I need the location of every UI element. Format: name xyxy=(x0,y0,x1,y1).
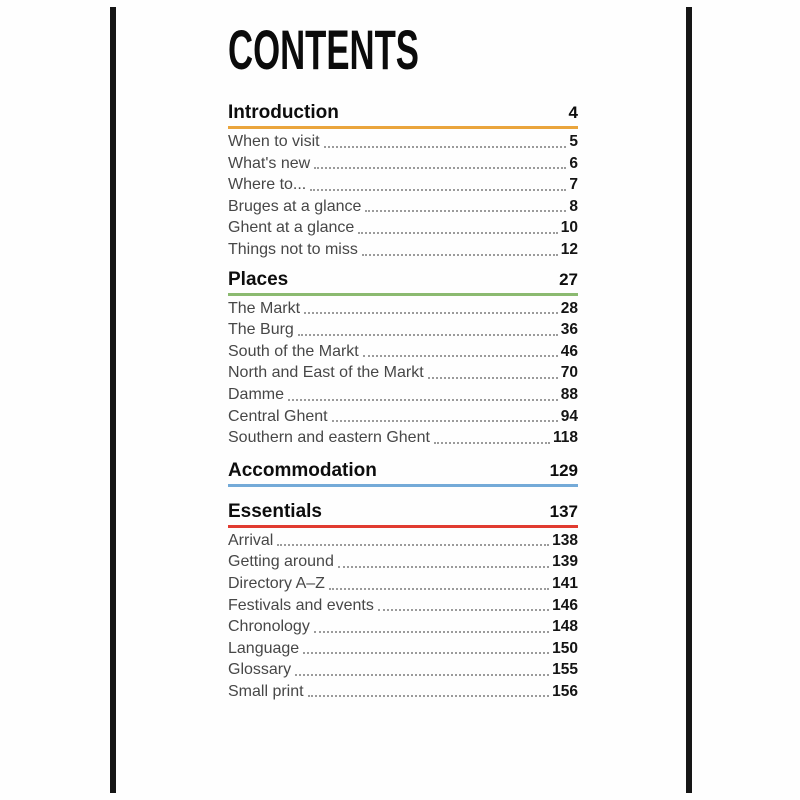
section-items xyxy=(228,298,578,449)
toc-item-label: Arrival xyxy=(228,531,274,549)
toc-section-accommodation xyxy=(228,461,578,487)
toc-item-page-number: 139 xyxy=(552,553,578,571)
toc-item-label: Damme xyxy=(228,385,285,403)
toc-item-page-number: 10 xyxy=(560,219,578,237)
toc-item-label: Ghent at a glance xyxy=(228,219,355,237)
toc-item-page-number: 138 xyxy=(552,531,578,549)
toc-item-page-number: 46 xyxy=(560,342,578,360)
page-title: CONTENTS xyxy=(228,18,419,81)
toc-item-page-number: 12 xyxy=(560,240,578,258)
toc-item-label: Chronology xyxy=(228,618,310,636)
dot-leader xyxy=(362,254,558,256)
dot-leader xyxy=(365,210,566,212)
dot-leader xyxy=(304,312,558,314)
section-page-number: 4 xyxy=(568,103,578,122)
dot-leader xyxy=(310,189,566,191)
toc-item-page-number: 118 xyxy=(552,429,578,447)
section-heading xyxy=(228,461,578,487)
toc-item-label: North and East of the Markt xyxy=(228,364,424,382)
toc-item xyxy=(228,681,578,703)
toc-item-label: Central Ghent xyxy=(228,407,328,425)
toc-item xyxy=(228,341,578,363)
section-page-number: 137 xyxy=(549,501,578,521)
section-page-number: 27 xyxy=(559,269,578,289)
dot-leader xyxy=(428,377,558,379)
toc-item-page-number: 94 xyxy=(560,407,578,425)
toc-item xyxy=(228,551,578,573)
toc-item-page-number: 36 xyxy=(560,321,578,339)
toc-item-page-number: 146 xyxy=(552,596,578,614)
toc-item-label: The Burg xyxy=(228,321,294,339)
toc-item xyxy=(228,406,578,428)
section-heading xyxy=(228,502,578,528)
dot-leader xyxy=(314,167,566,169)
toc-item-label: Where to... xyxy=(228,176,307,194)
toc-item-label: South of the Markt xyxy=(228,342,359,360)
toc-item-label: Getting around xyxy=(228,553,334,571)
dot-leader xyxy=(295,674,549,676)
toc-content xyxy=(228,18,578,702)
toc-item xyxy=(228,573,578,595)
toc-item xyxy=(228,298,578,320)
toc-item-label: When to visit xyxy=(228,133,320,150)
toc-item xyxy=(228,131,578,153)
toc-item xyxy=(228,153,578,175)
toc-item-label: Southern and eastern Ghent xyxy=(228,429,430,447)
toc-item-label: Bruges at a glance xyxy=(228,197,362,215)
section-page-number: 129 xyxy=(549,460,578,480)
section-label: Essentials xyxy=(228,500,322,522)
section-label: Accommodation xyxy=(228,459,377,481)
dot-leader xyxy=(378,609,549,611)
dot-leader xyxy=(298,334,558,336)
section-label: Places xyxy=(228,268,289,290)
toc-item-page-number: 70 xyxy=(560,364,578,382)
toc-item xyxy=(228,239,578,261)
dot-leader xyxy=(358,232,557,234)
toc-item-label: Glossary xyxy=(228,661,292,679)
toc-item-page-number: 141 xyxy=(552,574,578,592)
dot-leader xyxy=(303,652,549,654)
toc-item-page-number: 155 xyxy=(552,661,578,679)
toc-item xyxy=(228,638,578,660)
dot-leader xyxy=(314,631,549,633)
toc-item-page-number: 5 xyxy=(569,133,578,150)
section-heading xyxy=(228,103,578,129)
toc-item xyxy=(228,196,578,218)
toc-item xyxy=(228,427,578,449)
toc-section-introduction xyxy=(228,103,578,261)
toc-item-page-number: 150 xyxy=(552,639,578,657)
toc-item xyxy=(228,362,578,384)
toc-item xyxy=(228,616,578,638)
toc-item-label: Small print xyxy=(228,682,304,700)
toc-item-label: Language xyxy=(228,639,300,657)
section-items xyxy=(228,530,578,703)
toc-item xyxy=(228,384,578,406)
dot-leader xyxy=(277,544,549,546)
dot-leader xyxy=(308,695,550,697)
toc-item-label: The Markt xyxy=(228,299,301,317)
toc-item xyxy=(228,174,578,196)
dot-leader xyxy=(363,355,558,357)
toc-item-page-number: 28 xyxy=(560,299,578,317)
toc-section-essentials xyxy=(228,502,578,703)
toc-item-page-number: 148 xyxy=(552,618,578,636)
toc-item xyxy=(228,319,578,341)
toc-item-page-number: 7 xyxy=(569,176,578,194)
toc-item-label: Directory A–Z xyxy=(228,574,325,592)
dot-leader xyxy=(329,588,549,590)
toc-item xyxy=(228,595,578,617)
dot-leader xyxy=(434,442,550,444)
dot-leader xyxy=(324,146,567,148)
toc-item-label: What's new xyxy=(228,154,311,172)
toc-item-label: Festivals and events xyxy=(228,596,374,614)
section-heading xyxy=(228,270,578,296)
toc-item xyxy=(228,530,578,552)
toc-section-places xyxy=(228,270,578,449)
page-edge-right xyxy=(686,7,692,793)
toc-item-page-number: 8 xyxy=(569,197,578,215)
dot-leader xyxy=(338,566,549,568)
toc-item xyxy=(228,217,578,239)
toc-item-page-number: 156 xyxy=(552,682,578,700)
dot-leader xyxy=(288,399,558,401)
toc-item xyxy=(228,659,578,681)
toc-item-page-number: 88 xyxy=(560,385,578,403)
toc-item-label: Things not to miss xyxy=(228,240,358,258)
section-items xyxy=(228,131,578,261)
dot-leader xyxy=(332,420,558,422)
toc-item-page-number: 6 xyxy=(569,154,578,172)
toc-sections xyxy=(228,103,578,702)
section-label: Introduction xyxy=(228,102,339,123)
page-edge-left xyxy=(110,7,116,793)
